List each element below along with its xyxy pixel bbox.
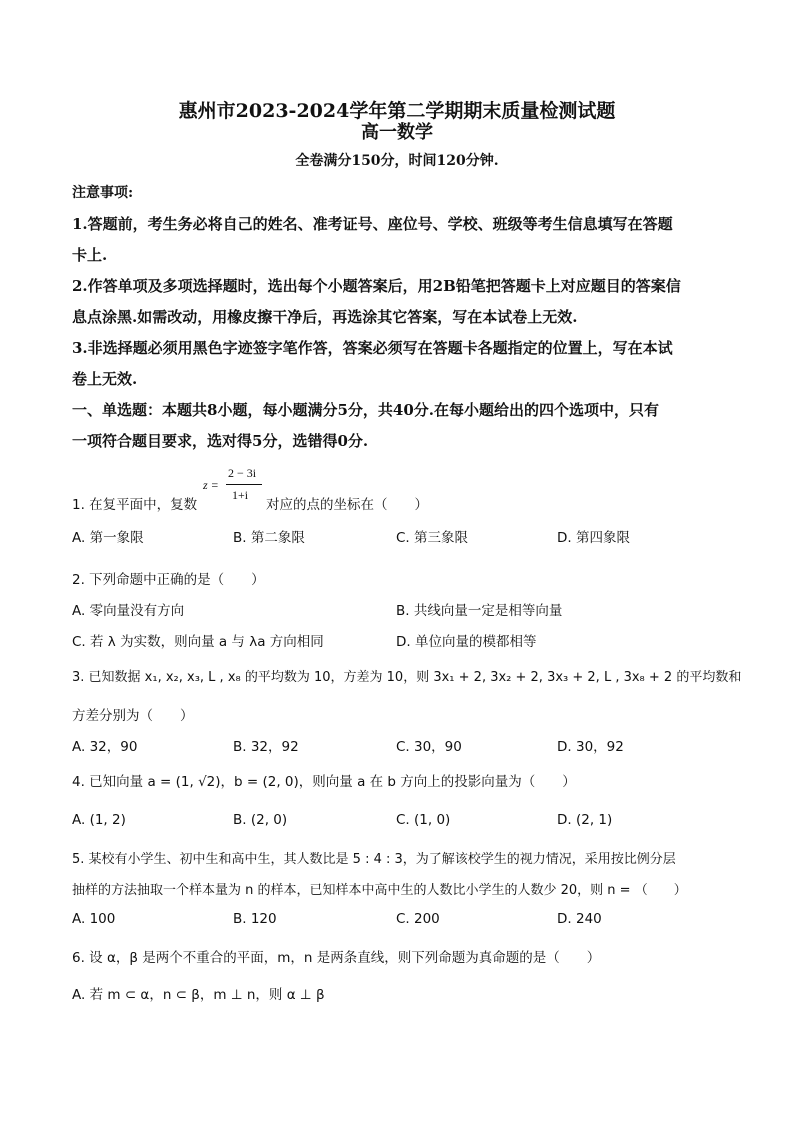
q5-option-c: C. 200 (396, 911, 440, 927)
q3-stem-line-2: 方差分别为（ ） (72, 708, 194, 724)
q6-stem: 6. 设 α，β 是两个不重合的平面，m，n 是两条直线，则下列命题为真命题的是（ ） (72, 950, 601, 966)
q1-option-d: D. 第四象限 (557, 530, 630, 546)
q4-option-d: D. (2, 1) (557, 812, 613, 828)
q1-numerator: 2 − 3i (228, 466, 257, 480)
q5-stem-line-2: 抽样的方法抽取一个样本量为 n 的样本，已知样本中高中生的人数比小学生的人数少 20，则 n = （ ） (72, 883, 687, 898)
q1-fraction-bar (226, 484, 262, 485)
q1-option-b: B. 第二象限 (233, 530, 305, 546)
q3-option-a: A. 32，90 (72, 739, 138, 755)
q5-option-d: D. 240 (557, 911, 602, 927)
exam-subtitle: 高一数学 (361, 122, 433, 143)
note-3-line-2: 卷上无效. (72, 370, 138, 388)
q1-denominator: 1+i (232, 488, 249, 502)
notes-heading: 注意事项: (72, 185, 134, 201)
exam-info: 全卷满分150分，时间120分钟. (295, 153, 499, 169)
q2-stem: 2. 下列命题中正确的是（ ） (72, 572, 265, 588)
q2-option-a: A. 零向量没有方向 (72, 603, 185, 619)
q1-stem-suffix: 对应的点的坐标在（ ） (266, 497, 428, 513)
q1-stem-prefix: 1. 在复平面中，复数 (72, 497, 198, 513)
exam-title: 惠州市2023-2024学年第二学期期末质量检测试题 (178, 100, 616, 122)
note-1-line-1: 1.答题前，考生务必将自己的姓名、准考证号、座位号、学校、班级等考生信息填写在答题 (72, 215, 673, 233)
q3-stem-line-1: 3. 已知数据 x₁, x₂, x₃, L , x₈ 的平均数为 10，方差为 10，则 3x₁ + 2, 3x₂ + 2, 3x₃ + 2, L , 3x₈ + 2 的平均数和 (72, 670, 742, 685)
note-3-line-1: 3.非选择题必须用黑色字迹签字笔作答，答案必须写在答题卡各题指定的位置上，写在本试 (72, 339, 673, 357)
q1-z: z = (203, 478, 219, 492)
q5-stem-line-1: 5. 某校有小学生、初中生和高中生，其人数比是 5 : 4 : 3，为了解该校学生的视力情况，采用按比例分层 (72, 852, 676, 867)
q2-option-c: C. 若 λ 为实数，则向量 a 与 λa 方向相同 (72, 634, 324, 650)
q3-option-d: D. 30，92 (557, 739, 624, 755)
note-1-line-2: 卡上. (72, 246, 108, 264)
q1-option-c: C. 第三象限 (396, 530, 469, 546)
q4-option-b: B. (2, 0) (233, 812, 288, 828)
q4-option-c: C. (1, 0) (396, 812, 451, 828)
q3-option-c: C. 30，90 (396, 739, 462, 755)
q2-option-d: D. 单位向量的模都相等 (396, 634, 537, 650)
note-2-line-2: 息点涂黑.如需改动，用橡皮擦干净后，再选涂其它答案，写在本试卷上无效. (72, 308, 578, 326)
q4-option-a: A. (1, 2) (72, 812, 126, 828)
q2-option-b: B. 共线向量一定是相等向量 (396, 603, 563, 619)
note-2-line-1: 2.作答单项及多项选择题时，选出每个小题答案后，用2B铅笔把答题卡上对应题目的答案信 (72, 277, 681, 295)
q6-option-a: A. 若 m ⊂ α，n ⊂ β，m ⊥ n，则 α ⊥ β (72, 987, 325, 1003)
q5-option-a: A. 100 (72, 911, 116, 927)
q5-option-b: B. 120 (233, 911, 277, 927)
q1-option-a: A. 第一象限 (72, 530, 144, 546)
q3-option-b: B. 32，92 (233, 739, 299, 755)
section-1-heading-line-2: 一项符合题目要求，选对得5分，选错得0分. (72, 432, 369, 450)
q4-stem: 4. 已知向量 a = (1, √2)，b = (2, 0)，则向量 a 在 b 方向上的投影向量为（ ） (72, 774, 576, 790)
section-1-heading-line-1: 一、单选题：本题共8小题，每小题满分5分，共40分.在每小题给出的四个选项中，只有 (72, 401, 659, 419)
